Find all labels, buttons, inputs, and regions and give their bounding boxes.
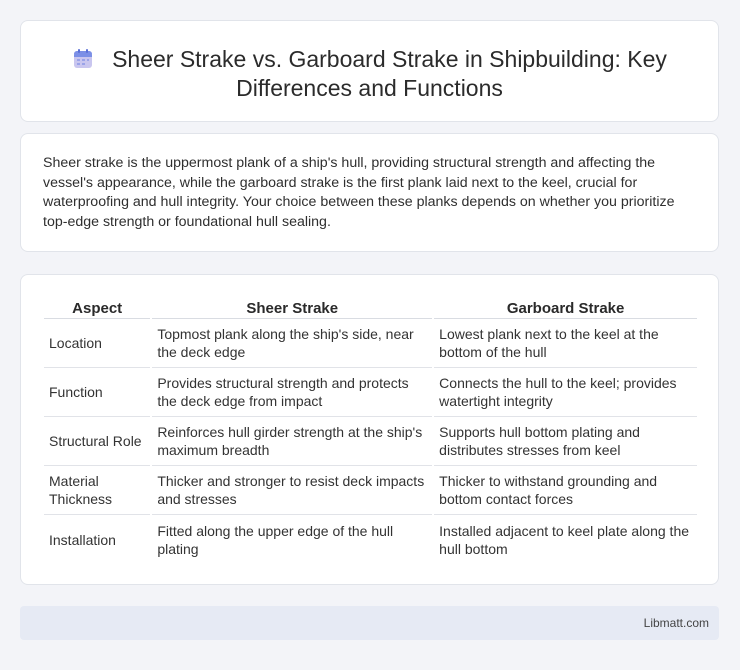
cell-sheer: Reinforces hull girder strength at the ship's maximum breadth	[152, 417, 432, 466]
page-title	[21, 45, 718, 103]
summary-card	[20, 133, 719, 252]
table-row	[44, 417, 697, 466]
cell-sheer: Topmost plank along the ship's side, near the deck edge	[152, 319, 432, 368]
table-header-row	[44, 296, 697, 319]
cell-sheer: Thicker and stronger to resist deck impacts and stresses	[152, 466, 432, 515]
table-row	[44, 319, 697, 368]
cell-garboard: Installed adjacent to keel plate along the hull bottom	[439, 522, 690, 557]
header-garboard-strake: Garboard Strake	[434, 296, 697, 319]
cell-aspect: Installation	[49, 531, 116, 548]
comparison-table	[42, 296, 699, 564]
cell-garboard: Lowest plank next to the keel at the bottom of the hull	[434, 319, 697, 368]
cell-aspect: Structural Role	[44, 417, 150, 466]
cell-sheer: Fitted along the upper edge of the hull plating	[157, 522, 394, 557]
table-row	[44, 515, 697, 564]
header-aspect: Aspect	[44, 296, 150, 319]
summary-text: Sheer strake is the uppermost plank of a ship's hull, providing structural strength and affecting the vessel's appearance, while the garboard strake is the first plank laid next to the keel, crucial for waterproofing and hull integrity. Your choice between these planks depends on whether you prioritize top-edge strength or foundational hull sealing.	[43, 155, 675, 230]
table-row	[44, 466, 697, 515]
table-row	[44, 368, 697, 417]
cell-garboard: Connects the hull to the keel; provides watertight integrity	[434, 368, 697, 417]
cell-aspect: Location	[44, 319, 150, 368]
cell-aspect: Material Thickness	[44, 466, 150, 515]
cell-aspect: Function	[44, 368, 150, 417]
title-card	[20, 20, 719, 122]
footer-site-link[interactable]: Libmatt.com	[643, 616, 709, 630]
header-sheer-strake: Sheer Strake	[152, 296, 432, 319]
calendar-icon	[72, 48, 94, 70]
footer	[20, 606, 719, 640]
cell-garboard: Supports hull bottom plating and distributes stresses from keel	[434, 417, 697, 466]
cell-sheer: Provides structural strength and protects the deck edge from impact	[152, 368, 432, 417]
comparison-table-card	[20, 274, 719, 585]
title-text: Sheer Strake vs. Garboard Strake in Shipbuilding: Key Differences and Functions	[112, 46, 667, 101]
cell-garboard: Thicker to withstand grounding and bottom contact forces	[434, 466, 697, 515]
